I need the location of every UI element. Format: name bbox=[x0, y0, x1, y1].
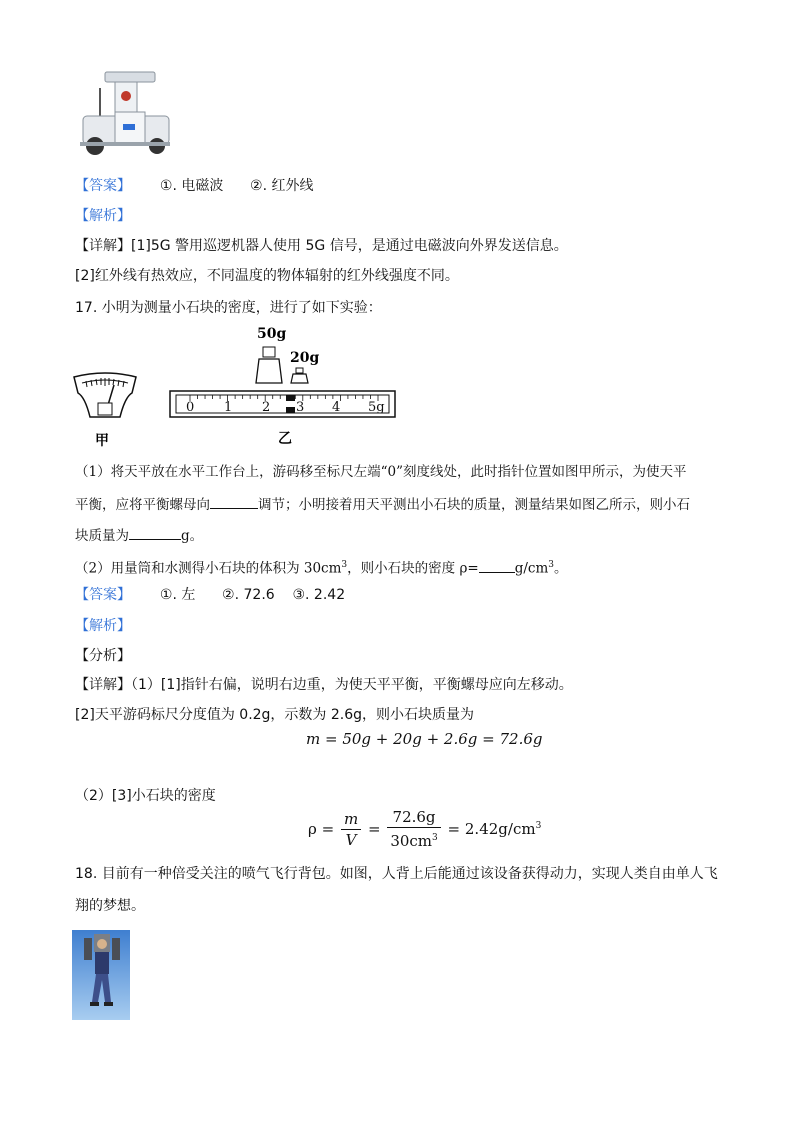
robot-image bbox=[75, 68, 175, 160]
fraction-values: $\frac{72.6g}{30cm^3}$ bbox=[387, 808, 440, 850]
q18-line1: 18. 目前有一种倍受关注的喷气飞行背包。如图，人背上后能通过该设备获得动力，实现人类自由单人飞 bbox=[75, 866, 718, 882]
mass-formula: m = 50g + 20g + 2.6g = 72.6g bbox=[306, 730, 543, 748]
q17-part1-line1: （1）将天平放在水平工作台上，游码移至标尺左端“0”刻度线处，此时指针位置如图甲所示，为使天平 bbox=[75, 464, 687, 480]
q17-answer-line: 【答案】 ①. 左 ②. 72.6 ③. 2.42 bbox=[75, 587, 346, 603]
tick-2: 2 bbox=[262, 400, 271, 415]
q17-part2-line: （2）用量筒和水测得小石块的体积为 $30cm^3$，则小石块的密度 $\rho= g/cm^3$。 bbox=[75, 555, 568, 579]
q17-part1-line2: 平衡，应将平衡螺母向 调节；小明接着用天平测出小石块的质量，测量结果如图乙所示，则小石 bbox=[75, 494, 690, 515]
weight-50g bbox=[256, 347, 282, 383]
label-jia: 甲 bbox=[95, 433, 109, 449]
q17-stem: 17. 小明为测量小石块的密度，进行了如下实验： bbox=[75, 300, 382, 316]
detail-tag: 【详解】 bbox=[75, 238, 131, 254]
q17-fenxi-tag: 【分析】 bbox=[75, 648, 131, 664]
q16-detail-line2: [2]红外线有热效应，不同温度的物体辐射的红外线强度不同。 bbox=[75, 268, 459, 284]
q16-analysis-tag: 【解析】 bbox=[75, 208, 131, 224]
answer-text: ①. 电磁波 ②. 红外线 bbox=[159, 178, 314, 194]
tick-0: 0 bbox=[186, 400, 195, 415]
blank-direction[interactable] bbox=[210, 494, 258, 509]
weight-50-label: 50g bbox=[257, 326, 287, 342]
balance-figure-svg bbox=[70, 325, 410, 450]
tick-5g: 5g bbox=[368, 400, 385, 415]
pointer-dial bbox=[74, 373, 136, 417]
weight-20-label: 20g bbox=[290, 350, 320, 366]
tick-3: 3 bbox=[296, 400, 305, 415]
tick-1: 1 bbox=[224, 400, 233, 415]
blank-mass[interactable] bbox=[129, 525, 181, 540]
rider bbox=[286, 395, 295, 401]
balance-figure bbox=[70, 325, 410, 450]
rider-ruler bbox=[170, 391, 395, 417]
label-yi: 乙 bbox=[278, 431, 292, 447]
answer-tag: 【答案】 bbox=[75, 178, 131, 194]
blank-density[interactable] bbox=[479, 558, 515, 573]
q17-analysis-tag: 【解析】 bbox=[75, 618, 131, 634]
density-formula: ρ = $\frac{m}{V}$ = $\frac{72.6g}{30cm^3}$ = $2.42g/cm^3$ bbox=[308, 808, 542, 850]
q16-answer-line bbox=[75, 176, 314, 196]
jetpack-photo bbox=[72, 930, 130, 1020]
q17-detail-line1: 【详解】（1）[1]指针右偏，说明右边重，为使天平平衡，平衡螺母应向左移动。 bbox=[75, 677, 573, 693]
weight-20g bbox=[291, 368, 308, 383]
q16-detail-line1: 【详解】[1]5G 警用巡逻机器人使用 5G 信号，是通过电磁波向外界发送信息。 bbox=[75, 238, 568, 254]
fraction-m-over-v: $\frac{m}{V}$ bbox=[341, 810, 361, 849]
q17-detail-line2: [2]天平游码标尺分度值为 0.2g，示数为 2.6g，则小石块质量为 bbox=[75, 707, 475, 723]
q18-line2: 翔的梦想。 bbox=[75, 898, 145, 914]
tick-4: 4 bbox=[332, 400, 341, 415]
q17-part1-line3: 块质量为 g。 bbox=[75, 525, 203, 546]
q17-detail-line3: （2）[3]小石块的密度 bbox=[75, 788, 216, 804]
